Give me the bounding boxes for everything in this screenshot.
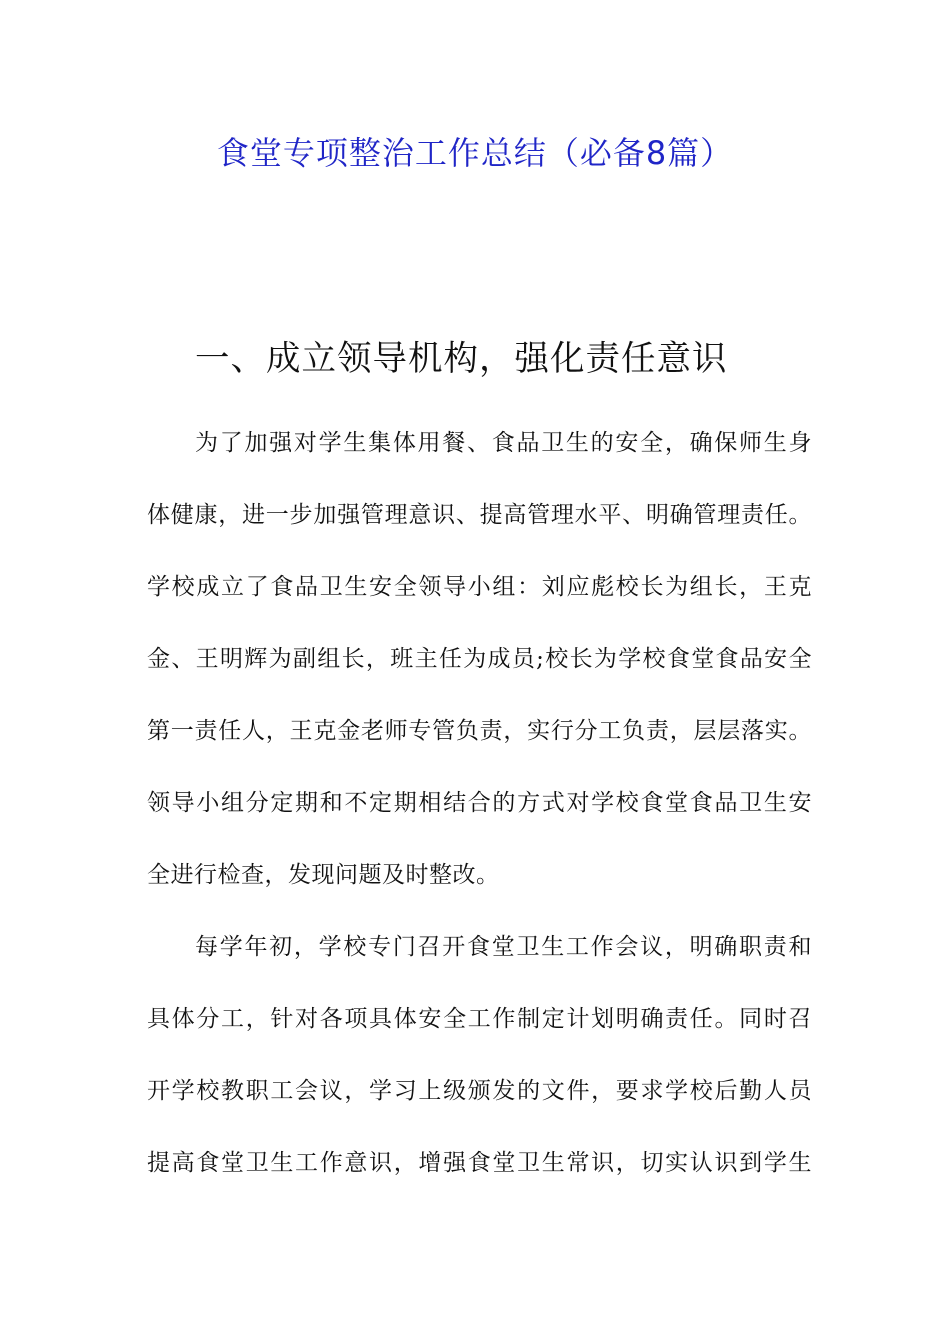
paragraph-1 bbox=[147, 407, 812, 911]
paragraph-line: 提高食堂卫生工作意识，增强食堂卫生常识，切实认识到学生 bbox=[147, 1150, 812, 1176]
paragraph-line: 第一责任人，王克金老师专管负责，实行分工负责，层层落实。 bbox=[147, 718, 812, 744]
paragraph-line: 全进行检查，发现问题及时整改。 bbox=[147, 862, 500, 888]
paragraph-line: 为了加强对学生集体用餐、食品卫生的安全，确保师生身 bbox=[195, 430, 812, 456]
paragraph-line: 金、王明辉为副组长，班主任为成员;校长为学校食堂食品安全 bbox=[147, 646, 812, 672]
paragraph-line: 每学年初，学校专门召开食堂卫生工作会议，明确职责和 bbox=[195, 934, 812, 960]
document-title: 食堂专项整治工作总结（必备8篇） bbox=[216, 134, 734, 172]
section-heading: 一、成立领导机构，强化责任意识 bbox=[195, 339, 728, 379]
paragraph-line: 领导小组分定期和不定期相结合的方式对学校食堂食品卫生安 bbox=[147, 790, 812, 816]
document-body bbox=[147, 332, 812, 1199]
paragraph-line: 开学校教职工会议，学习上级颁发的文件，要求学校后勤人员 bbox=[147, 1078, 812, 1104]
paragraph-line: 具体分工，针对各项具体安全工作制定计划明确责任。同时召 bbox=[147, 1006, 812, 1032]
paragraph-line: 体健康，进一步加强管理意识、提高管理水平、明确管理责任。 bbox=[147, 502, 812, 528]
paragraph-line: 学校成立了食品卫生安全领导小组：刘应彪校长为组长，王克 bbox=[147, 574, 812, 600]
paragraph-2 bbox=[147, 911, 812, 1199]
